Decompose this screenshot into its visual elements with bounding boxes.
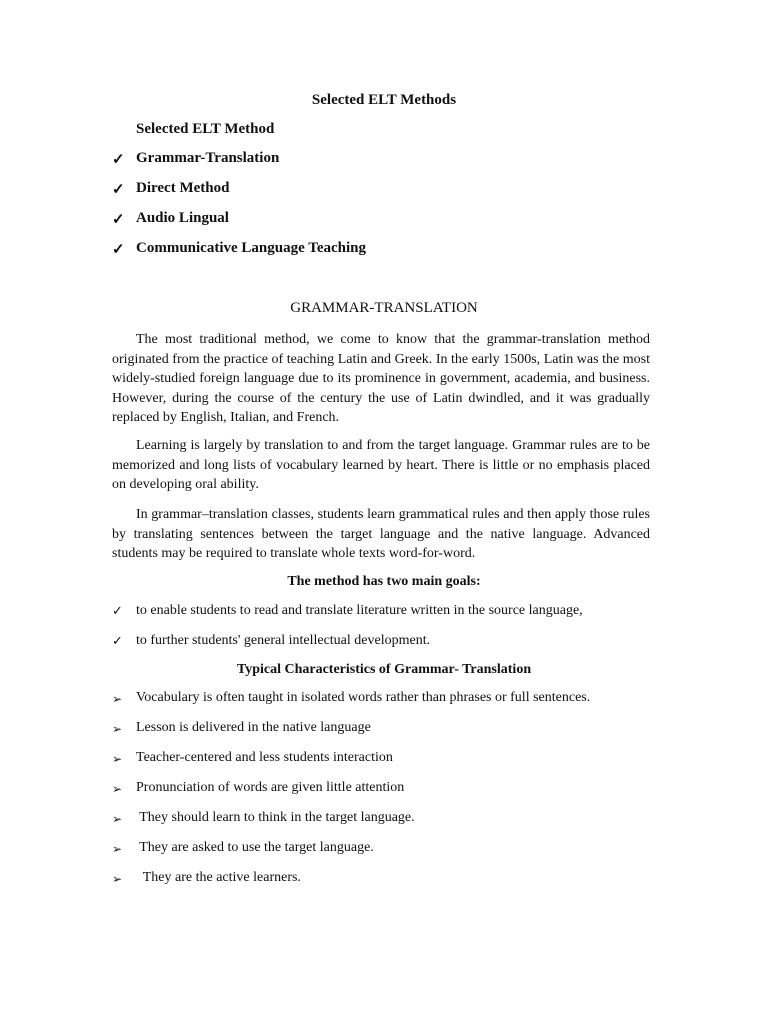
checkmark-icon: ✓: [112, 212, 125, 228]
checkmark-icon: ✓: [112, 603, 123, 618]
list-item: [112, 720, 590, 750]
characteristics-list: [112, 690, 590, 900]
arrow-bullet-icon: ➢: [112, 722, 123, 736]
goal-list: [112, 603, 583, 663]
list-item: [112, 240, 366, 270]
method-label: Direct Method: [136, 180, 230, 196]
characteristic-text: They are the active learners.: [136, 870, 301, 885]
list-item: [112, 870, 590, 900]
method-label: Communicative Language Teaching: [136, 240, 367, 256]
paragraph: The most traditional method, we come to know that the grammar-translation method originated from the practice of teaching Latin and Greek. In the early 1500s, Latin was the most widely-studied foreign language due to its prominence in government, academia, and business. However, during the course of the century the use of Latin dwindled, and it was gradually replaced by English, Italian, and French.: [112, 332, 650, 425]
arrow-bullet-icon: ➢: [112, 812, 123, 826]
arrow-bullet-icon: ➢: [112, 692, 123, 706]
checkmark-icon: ✓: [112, 242, 125, 258]
arrow-bullet-icon: ➢: [112, 752, 123, 766]
arrow-bullet-icon: ➢: [112, 782, 123, 796]
list-item: [112, 633, 583, 663]
characteristics-heading: Typical Characteristics of Grammar- Translation: [236, 662, 532, 677]
list-item: [112, 210, 366, 240]
characteristic-text: Pronunciation of words are given little attention: [136, 780, 405, 795]
list-item: [112, 750, 590, 780]
list-item: [112, 690, 590, 720]
characteristic-text: Teacher-centered and less students interaction: [136, 750, 393, 765]
document-title: Selected ELT Methods: [311, 92, 457, 108]
characteristic-text: They should learn to think in the target language.: [136, 810, 415, 825]
checkmark-icon: ✓: [112, 633, 123, 648]
list-item: [112, 780, 590, 810]
list-item: [112, 840, 590, 870]
list-item: [112, 150, 366, 180]
checkmark-icon: ✓: [112, 182, 125, 198]
paragraph: In grammar–translation classes, students learn grammatical rules and then apply those rules by translating sentences between the target language and the native language. Advanced students may be required to translate whole texts word-for-word.: [112, 507, 650, 561]
list-item: [112, 180, 366, 210]
paragraph: Learning is largely by translation to and from the target language. Grammar rules are to be memorized and long lists of vocabulary learned by heart. There is little or no emphasis placed on developing oral ability.: [112, 438, 650, 492]
list-item: [112, 810, 590, 840]
method-list: [112, 150, 366, 270]
goal-text: to enable students to read and translate literature written in the source language,: [136, 603, 583, 618]
checkmark-icon: ✓: [112, 152, 125, 168]
characteristic-text: Lesson is delivered in the native language: [136, 720, 371, 735]
method-list-heading: Selected ELT Method: [136, 121, 275, 137]
list-item: [112, 603, 583, 633]
arrow-bullet-icon: ➢: [112, 842, 123, 856]
method-label: Grammar-Translation: [136, 150, 280, 166]
arrow-bullet-icon: ➢: [112, 872, 123, 886]
characteristic-text: Vocabulary is often taught in isolated words rather than phrases or full sentences.: [136, 690, 591, 705]
goal-text: to further students' general intellectual development.: [136, 633, 431, 648]
section-heading: GRAMMAR-TRANSLATION: [290, 300, 478, 316]
characteristic-text: They are asked to use the target language.: [136, 840, 374, 855]
method-label: Audio Lingual: [136, 210, 229, 226]
goals-heading: The method has two main goals:: [287, 574, 481, 589]
